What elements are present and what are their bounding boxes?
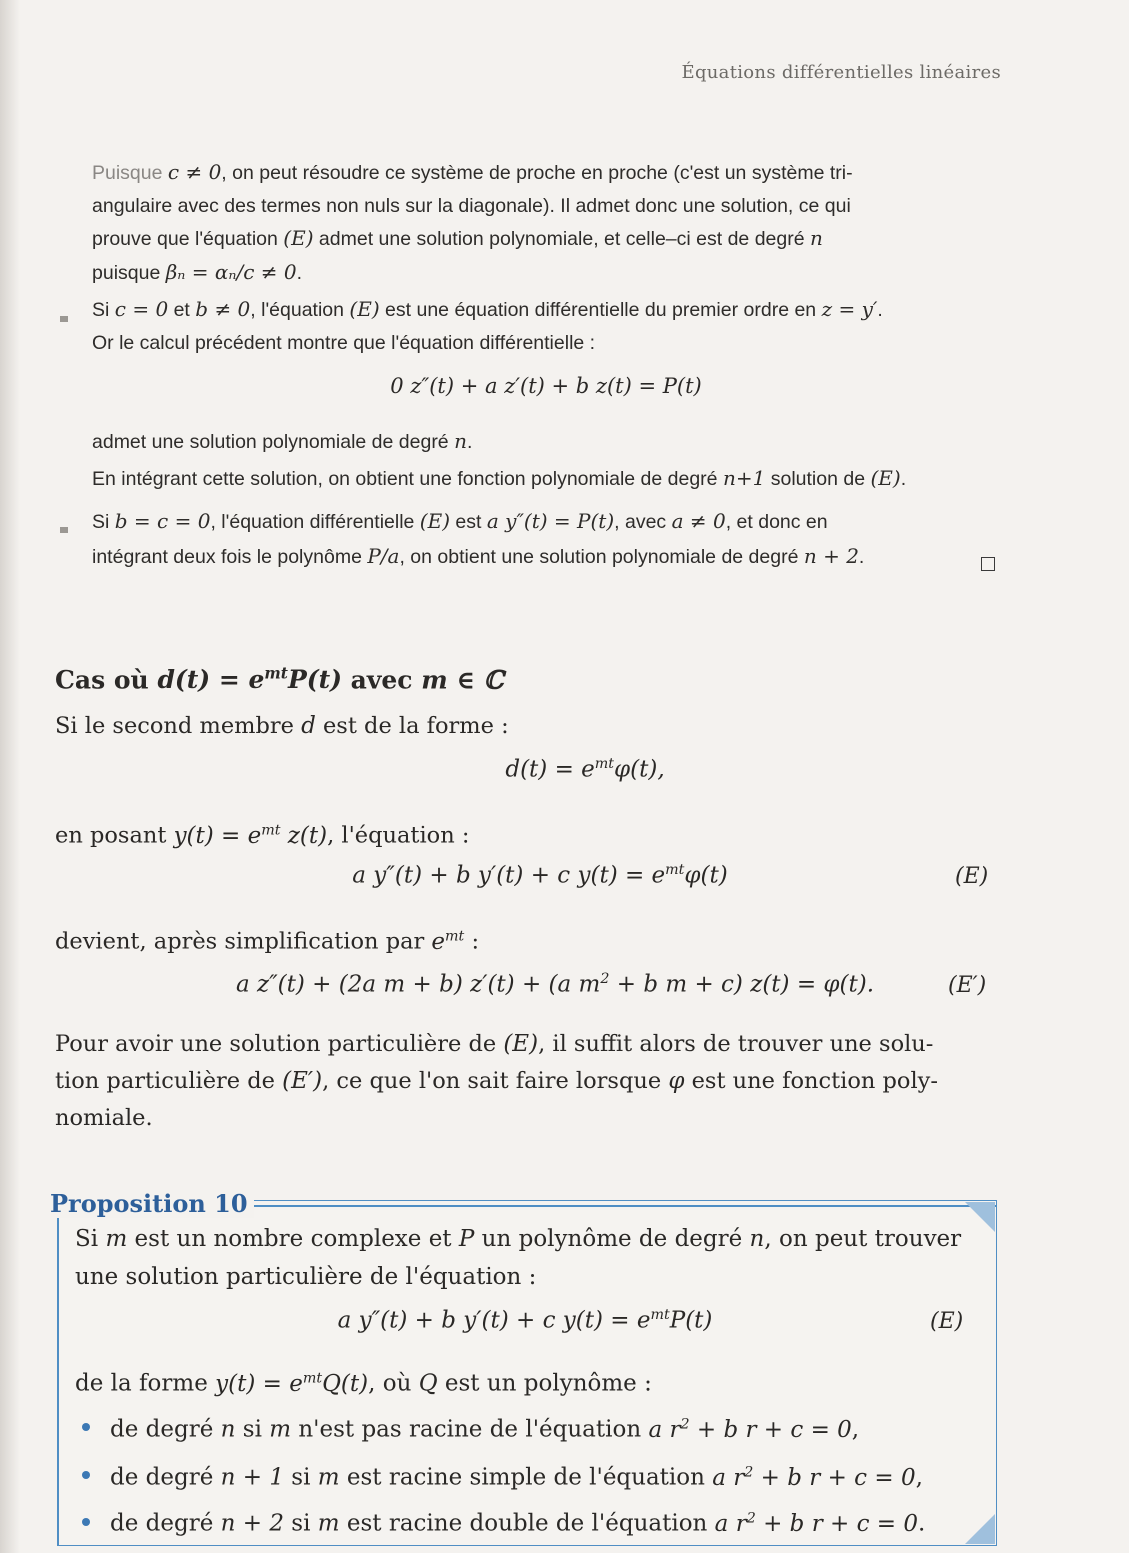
- bullet-item-integration: [92, 504, 1000, 574]
- text-line: de degré n si m n'est pas racine de l'équation a $r^2 + b$ r + c = 0,: [110, 1416, 860, 1443]
- text-line: prouve que l'équation (E) admet une solution polynomiale, et celle–ci est de degré n: [92, 226, 823, 250]
- bullet-dot-icon: [82, 1518, 90, 1526]
- bullet-dot-icon: [82, 1423, 90, 1431]
- section-simplification: [55, 918, 1000, 961]
- text-line: devient, après simplification par $e^{mt}$ :: [55, 928, 480, 955]
- text-line: angulaire avec des termes non nuls sur la diagonale). Il admet donc une solution, ce qui: [92, 194, 851, 217]
- proposition-list-item: [110, 1499, 970, 1543]
- text-line: intégrant deux fois le polynôme P/a, on obtient une solution polynomiale de degré n + 2.: [92, 544, 865, 568]
- display-equation: a z″(t) + (2a m + b) z′(t) + (a $m^2 + b$ m + c) z(t) = φ(t).: [235, 971, 875, 998]
- section-intro: [55, 708, 1000, 745]
- proposition-form: [75, 1359, 975, 1403]
- text-line: Si c = 0 et b ≠ 0, l'équation (E) est une équation différentielle du premier ordre en z = y′.: [92, 297, 883, 321]
- text-line: Si m est un nombre complexe et P un polynôme de degré n, on peut trouver: [75, 1226, 962, 1252]
- text-line: admet une solution polynomiale de degré n.: [92, 429, 473, 453]
- proposition-title: Proposition 10: [50, 1189, 254, 1218]
- text-line: de la forme $y(t) = e^{mt}Q(t)$, où Q est un polynôme :: [75, 1370, 652, 1397]
- section-heading: Cas où $d(t) = e^{mt}P(t)$ avec m ∈ ℂ: [55, 664, 504, 695]
- equation-tag: (E): [955, 864, 989, 889]
- text-line: en posant $y(t) = e^{mt}$ z(t), l'équation :: [55, 822, 470, 849]
- section-substitution: [55, 812, 1000, 855]
- display-equation: $d(t) = e^{mt}\varphi(t)$,: [505, 756, 665, 783]
- text-line: Pour avoir une solution particulière de (E), il suffit alors de trouver une solu-: [55, 1031, 934, 1057]
- bullet-item-first-order: [92, 293, 1000, 359]
- proposition-statement: [75, 1220, 975, 1296]
- bullet-marker: [60, 316, 68, 322]
- text-line: Or le calcul précédent montre que l'équation différentielle :: [92, 331, 596, 354]
- running-head: Équations différentielles linéaires: [681, 62, 1001, 83]
- display-equation: 0 z″(t) + a z′(t) + b z(t) = P(t): [390, 374, 702, 398]
- equation-tag: (E): [930, 1309, 964, 1334]
- proposition-list-item: [110, 1405, 970, 1449]
- qed-square-icon: [981, 557, 995, 571]
- page-gutter-shadow: [0, 0, 20, 1553]
- text-line: puisque βₙ = αₙ/c ≠ 0.: [92, 259, 303, 284]
- text-line: Si le second membre d est de la forme :: [55, 713, 509, 739]
- display-equation: a y″(t) + b y′(t) + c $y(t) = e^{mt}\varphi(t)$: [352, 862, 728, 889]
- text-line: une solution particulière de l'équation :: [75, 1264, 537, 1290]
- text-line: Puisque c ≠ 0, on peut résoudre ce système de proche en proche (c'est un système tri-: [92, 160, 853, 184]
- text-line: Si b = c = 0, l'équation différentielle (E) est a y″(t) = P(t), avec a ≠ 0, et donc en: [92, 509, 828, 533]
- text-line: tion particulière de (E′), ce que l'on sait faire lorsque φ est une fonction poly-: [55, 1068, 938, 1094]
- display-equation: a y″(t) + b y′(t) + c $y(t) = e^{mt}P(t)$: [337, 1307, 713, 1334]
- bullet-item-continuation: [92, 423, 1000, 497]
- text-line: En intégrant cette solution, on obtient une fonction polynomiale de degré n+1 solution de (E).: [92, 466, 907, 490]
- text-line: de degré n + 2 si m est racine double de l'équation a $r^2 + b$ r + c = 0.: [110, 1510, 926, 1537]
- bullet-dot-icon: [82, 1471, 90, 1479]
- proposition-list-item: [110, 1453, 970, 1497]
- proposition-rule: [232, 1205, 997, 1207]
- text-line: de degré n + 1 si m est racine simple de l'équation a $r^2 + b$ r + c = 0,: [110, 1464, 923, 1491]
- paragraph-continuation: [92, 156, 1000, 289]
- equation-tag: (E′): [948, 973, 987, 998]
- text-line: nomiale.: [55, 1105, 153, 1131]
- bullet-marker: [60, 527, 68, 533]
- section-conclusion: [55, 1026, 1000, 1137]
